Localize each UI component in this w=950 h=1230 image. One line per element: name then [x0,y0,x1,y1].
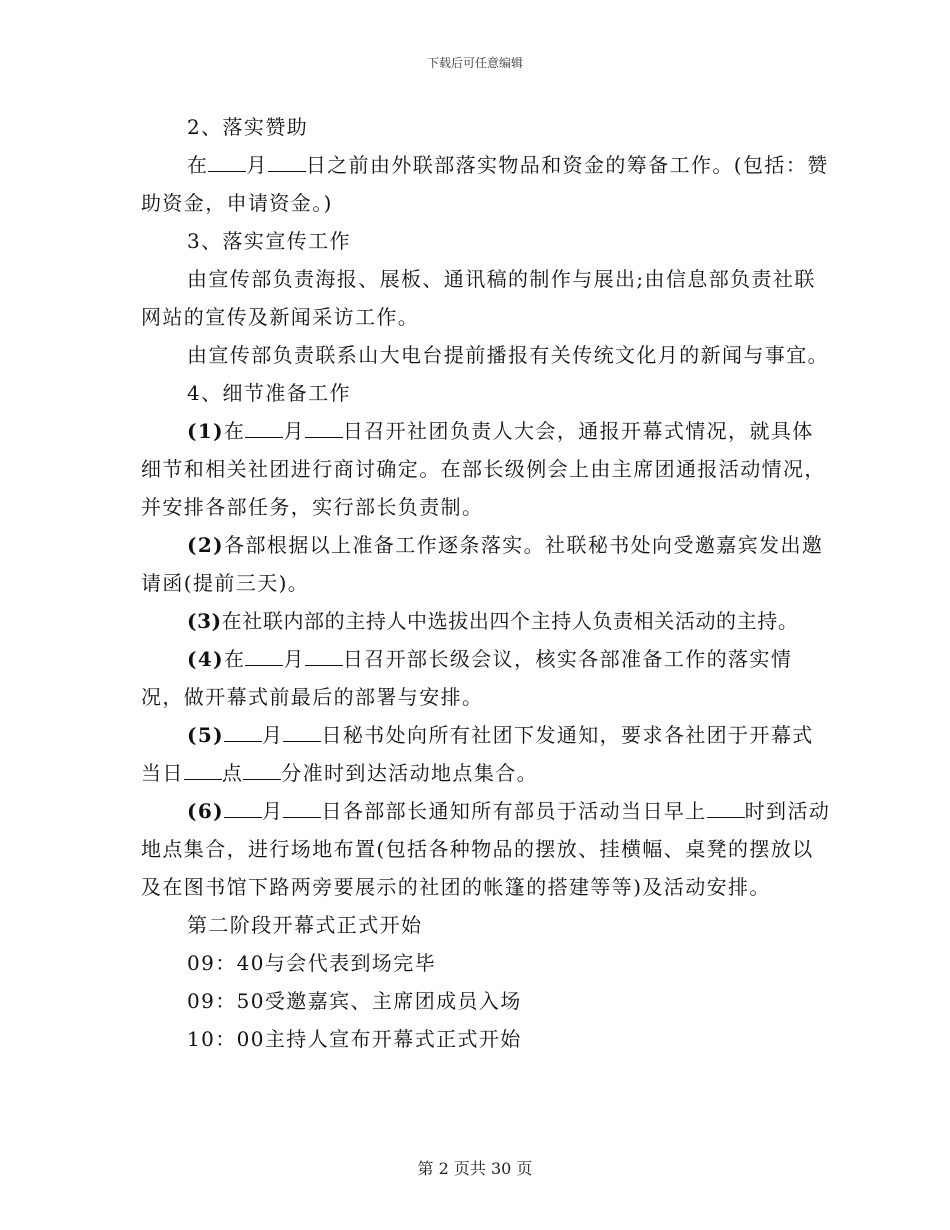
text-run: 日召开社团负责人大会，通报开幕式情况，就具体细节和相关社团进行商讨确定。在部长级例会上由主席团通报活动情况，并安排各部任务，实行部长负责制。 [141,419,826,519]
detail-item-4 [141,640,831,716]
text-run: 在 [187,153,209,177]
stage-heading: 第二阶段开幕式正式开始 [187,913,423,937]
detail-item-1 [141,412,831,526]
text-run: 月 [283,419,305,443]
text-run: 时到活动地点集合，进行场地布置(包括各种物品的摆放、挂横幅、桌凳的摆放以及在图书馆下路两旁要展示的社团的帐篷的搭建等等)及活动安排。 [141,799,831,899]
item-number: (2) [187,533,225,557]
blank-line [283,723,321,742]
page-footer: 第 2 页共 30 页 [417,1159,533,1178]
detail-item-5 [141,716,831,792]
detail-item-6 [141,792,831,906]
item-number: (6) [187,799,225,823]
item-number: (4) [187,647,225,671]
detail-item-2 [141,526,831,602]
blank-line [305,647,343,666]
text-run: 月 [283,647,305,671]
publicity-paragraph-1: 由宣传部负责海报、展板、通讯稿的制作与展出;由信息部负责社联网站的宣传及新闻采访工作。 [141,267,816,329]
text-run: 日召开部长级会议，核实各部准备工作的落实情况，做开幕式前最后的部署与安排。 [141,647,793,709]
section-heading-details: 4、细节准备工作 [187,381,351,405]
blank-line [224,799,262,818]
text-run: 月 [262,799,284,823]
blank-line [243,761,281,780]
schedule-item: 09：40与会代表到场完毕 [187,951,437,975]
schedule-item: 10：00主持人宣布开幕式正式开始 [187,1027,522,1051]
text-run: 各部根据以上准备工作逐条落实。社联秘书处向受邀嘉宾发出邀请函(提前三天)。 [141,533,824,595]
text-run: 在社联内部的主持人中选拔出四个主持人负责相关活动的主持。 [221,609,799,633]
blank-line [305,419,343,438]
item-number: (1) [187,419,225,443]
publicity-paragraph-2: 由宣传部负责联系山大电台提前播报有关传统文化月的新闻与事宜。 [187,343,829,367]
blank-line [268,153,306,172]
blank-line [224,723,262,742]
section-heading-publicity: 3、落实宣传工作 [187,229,351,253]
text-run: 月 [246,153,268,177]
blank-line [707,799,745,818]
schedule-item: 09：50受邀嘉宾、主席团成员入场 [187,989,522,1013]
blank-line [208,153,246,172]
blank-line [245,647,283,666]
text-run: 日各部部长通知所有部员于活动当日早上 [321,799,707,823]
text-run: 分准时到达活动地点集合。 [281,761,539,785]
text-run: 日之前由外联部落实物品和资金的筹备工作。(包括：赞助资金，申请资金。) [141,153,829,215]
section-heading-sponsorship: 2、落实赞助 [187,115,309,139]
item-number: (3) [187,609,222,633]
text-run: 日秘书处向所有社团下发通知，要求各社团于开幕式当日 [141,723,814,785]
sponsorship-paragraph [141,146,831,222]
blank-line [245,419,283,438]
text-run: 在 [224,647,246,671]
document-body [141,106,831,1058]
item-number: (5) [187,723,225,747]
text-run: 月 [262,723,284,747]
header-note: 下载后可任意编辑 [426,56,523,70]
text-run: 在 [224,419,246,443]
detail-item-3 [141,602,831,640]
blank-line [184,761,222,780]
text-run: 点 [221,761,244,785]
blank-line [283,799,321,818]
